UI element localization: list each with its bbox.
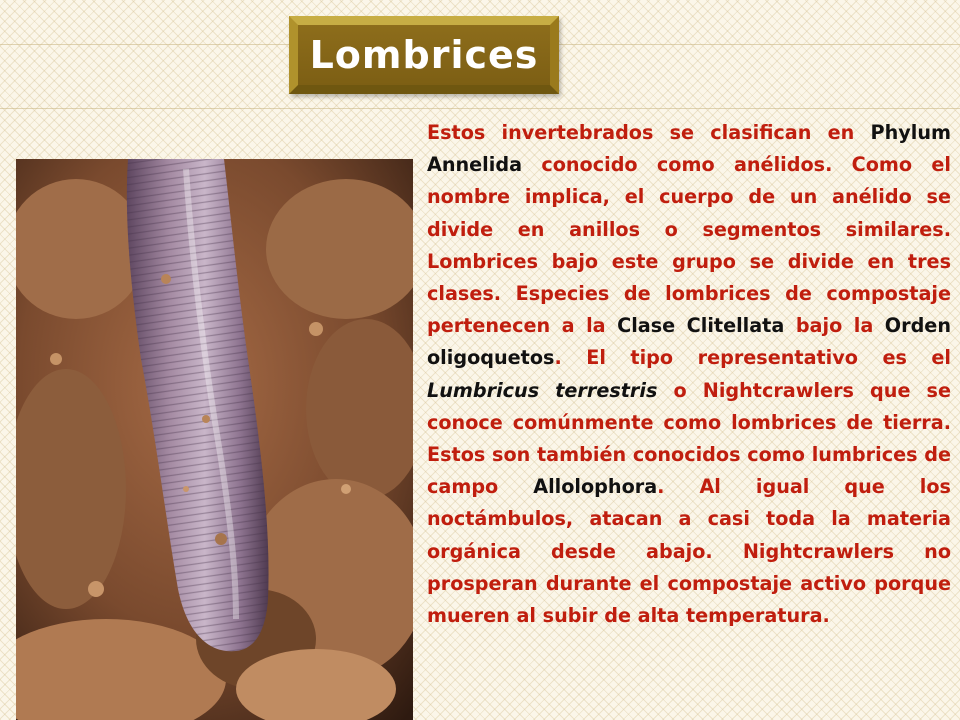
text-segment-6: . Al igual que los noctámbulos, atacan a casi toda la materia orgánica desde abajo. Nightcrawlers no prosperan durante el compostaje activo porque mueren al subir de alta temperatura.: [427, 475, 951, 628]
phylum-name: Phylum Annelida: [427, 121, 951, 177]
page-title: Lombrices: [309, 33, 539, 77]
text-segment-1: Estos invertebrados se clasifican en: [427, 121, 871, 144]
text-segment-5: o Nightcrawlers que se conoce comúnmente como lombrices de tierra. Estos son también conocidos como lumbrices de campo: [427, 378, 951, 499]
title-box: [289, 16, 559, 94]
species-name: Lumbricus terrestris: [427, 378, 658, 402]
earthworm-image: [16, 159, 413, 720]
title-box-inner: [298, 25, 550, 85]
description-paragraph: [427, 117, 951, 632]
order-name: Orden oligoquetos: [427, 314, 951, 370]
earthworm-photo: [16, 159, 413, 720]
text-segment-2: conocido como anélidos. Como el nombre implica, el cuerpo de un anélido se divide en anillos o segmentos similares. Lombrices bajo este grupo se divide en tres clases. Especies de lombrices de compostaje pertenecen a la: [427, 153, 951, 338]
class-name: Clase Clitellata: [617, 314, 785, 338]
top-decorative-line-2: [0, 108, 960, 109]
genus-name: Allolophora: [533, 475, 658, 499]
text-segment-4: . El tipo representativo es el: [554, 346, 951, 370]
text-segment-3: bajo la: [784, 314, 885, 338]
